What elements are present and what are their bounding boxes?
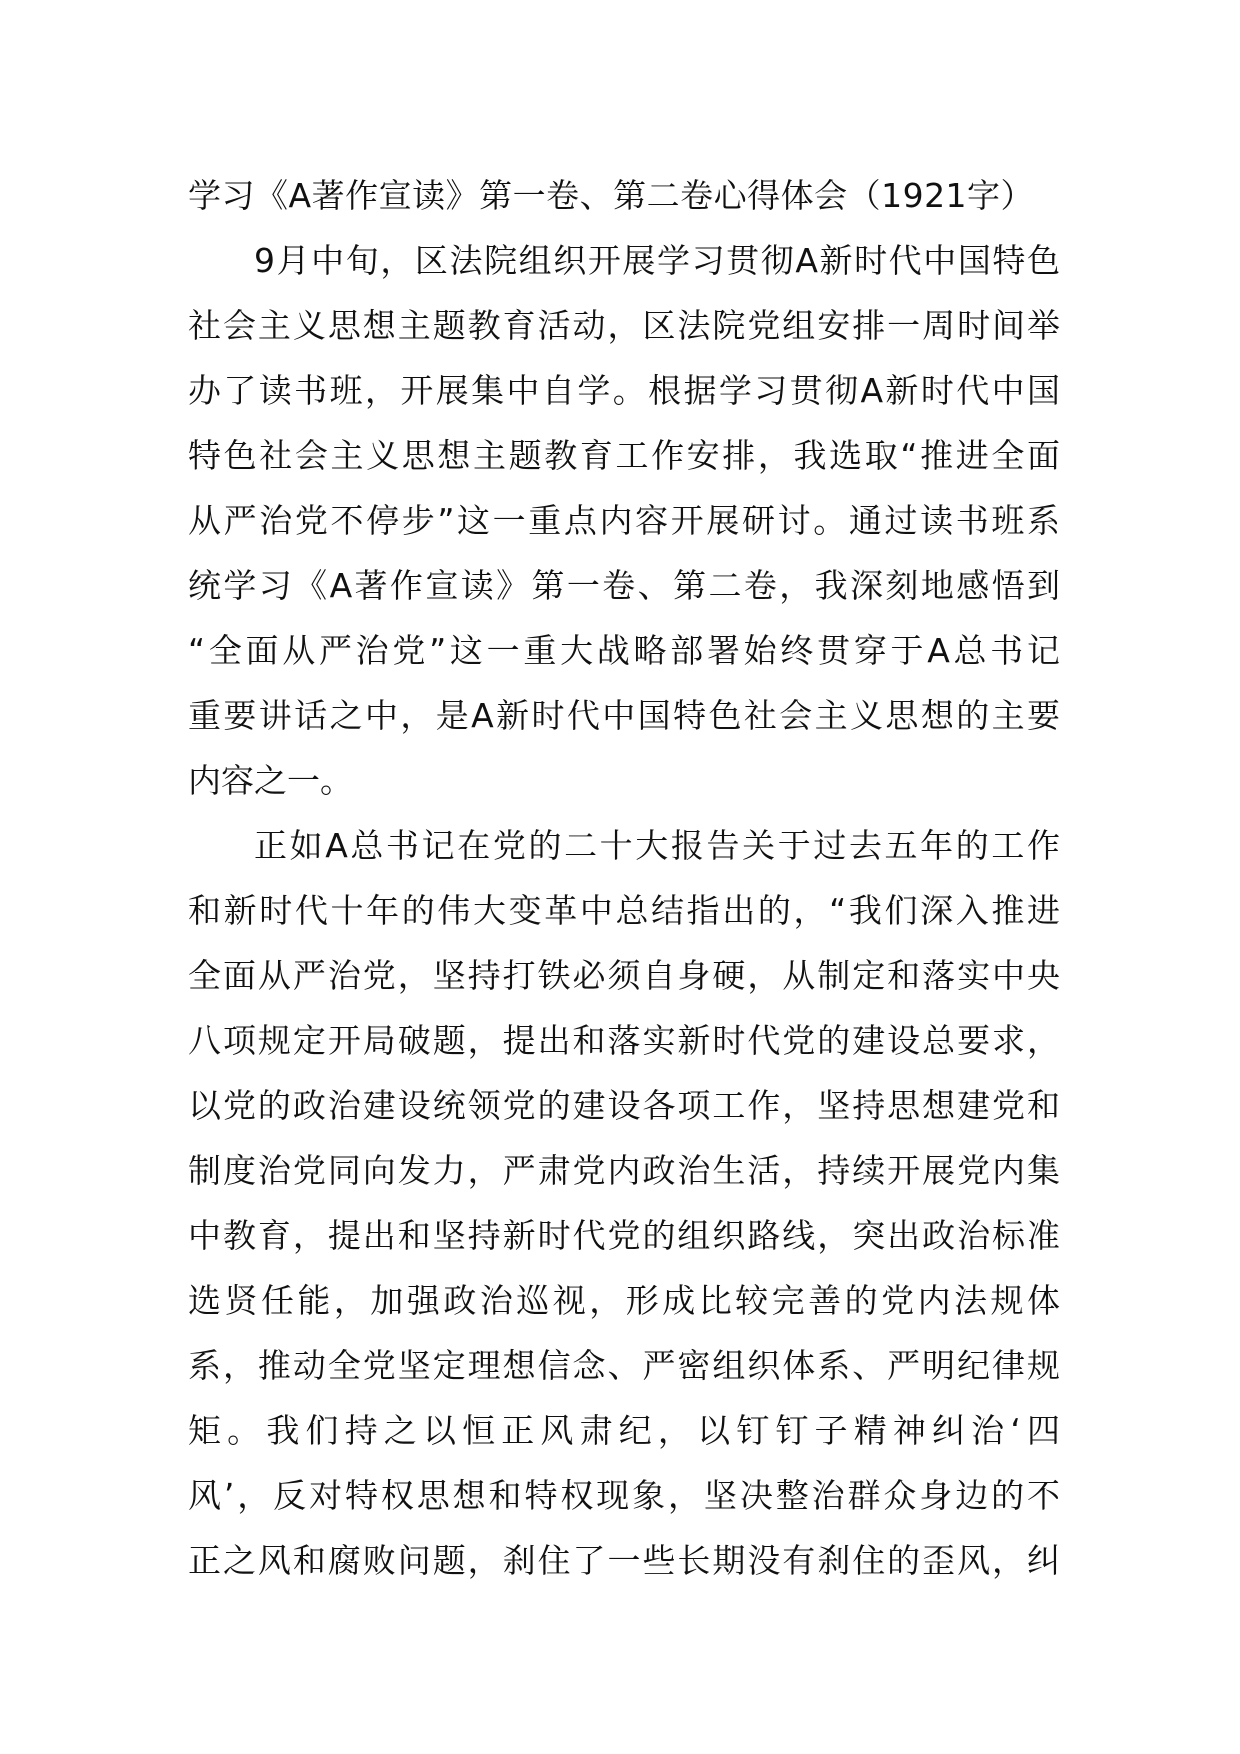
text-line: 从严治党不停步”这一重点内容开展研讨。通过读书班系 xyxy=(188,501,1060,540)
text-line: 制度治党同向发力，严肃党内政治生活，持续开展党内集 xyxy=(188,1151,1060,1190)
document-title: 学习《A著作宣读》第一卷、第二卷心得体会（1921字） xyxy=(188,176,1035,215)
paragraph-2 xyxy=(188,813,1060,1593)
text-line: 办了读书班，开展集中自学。根据学习贯彻A新时代中国 xyxy=(188,371,1060,410)
text-line: 正之风和腐败问题，刹住了一些长期没有刹住的歪风，纠 xyxy=(188,1541,1060,1580)
text-line: 和新时代十年的伟大变革中总结指出的，“我们深入推进 xyxy=(188,891,1060,930)
text-line: 社会主义思想主题教育活动，区法院党组安排一周时间举 xyxy=(188,306,1060,345)
text-line: 内容之一。 xyxy=(188,761,353,800)
text-line: 重要讲话之中，是A新时代中国特色社会主义思想的主要 xyxy=(188,696,1060,735)
text-line: 正如A总书记在党的二十大报告关于过去五年的工作 xyxy=(254,826,1060,865)
text-line: 9月中旬，区法院组织开展学习贯彻A新时代中国特色 xyxy=(254,241,1060,280)
text-line: “全面从严治党”这一重大战略部署始终贯穿于A总书记 xyxy=(188,631,1060,670)
text-line: 系，推动全党坚定理想信念、严密组织体系、严明纪律规 xyxy=(188,1346,1060,1385)
text-line: 中教育，提出和坚持新时代党的组织路线，突出政治标准 xyxy=(188,1216,1060,1255)
text-line: 矩。我们持之以恒正风肃纪，以钉钉子精神纠治‘四 xyxy=(188,1411,1060,1450)
text-line: 全面从严治党，坚持打铁必须自身硬，从制定和落实中央 xyxy=(188,956,1060,995)
text-line: 特色社会主义思想主题教育工作安排，我选取“推进全面 xyxy=(188,436,1060,475)
text-line: 统学习《A著作宣读》第一卷、第二卷，我深刻地感悟到 xyxy=(188,566,1060,605)
text-line: 风’，反对特权思想和特权现象，坚决整治群众身边的不 xyxy=(188,1476,1060,1515)
document-body xyxy=(188,163,1060,1593)
text-line: 选贤任能，加强政治巡视，形成比较完善的党内法规体 xyxy=(188,1281,1060,1320)
paragraph-1 xyxy=(188,228,1060,813)
text-line: 以党的政治建设统领党的建设各项工作，坚持思想建党和 xyxy=(188,1086,1060,1125)
text-line: 八项规定开局破题，提出和落实新时代党的建设总要求， xyxy=(188,1021,1060,1060)
